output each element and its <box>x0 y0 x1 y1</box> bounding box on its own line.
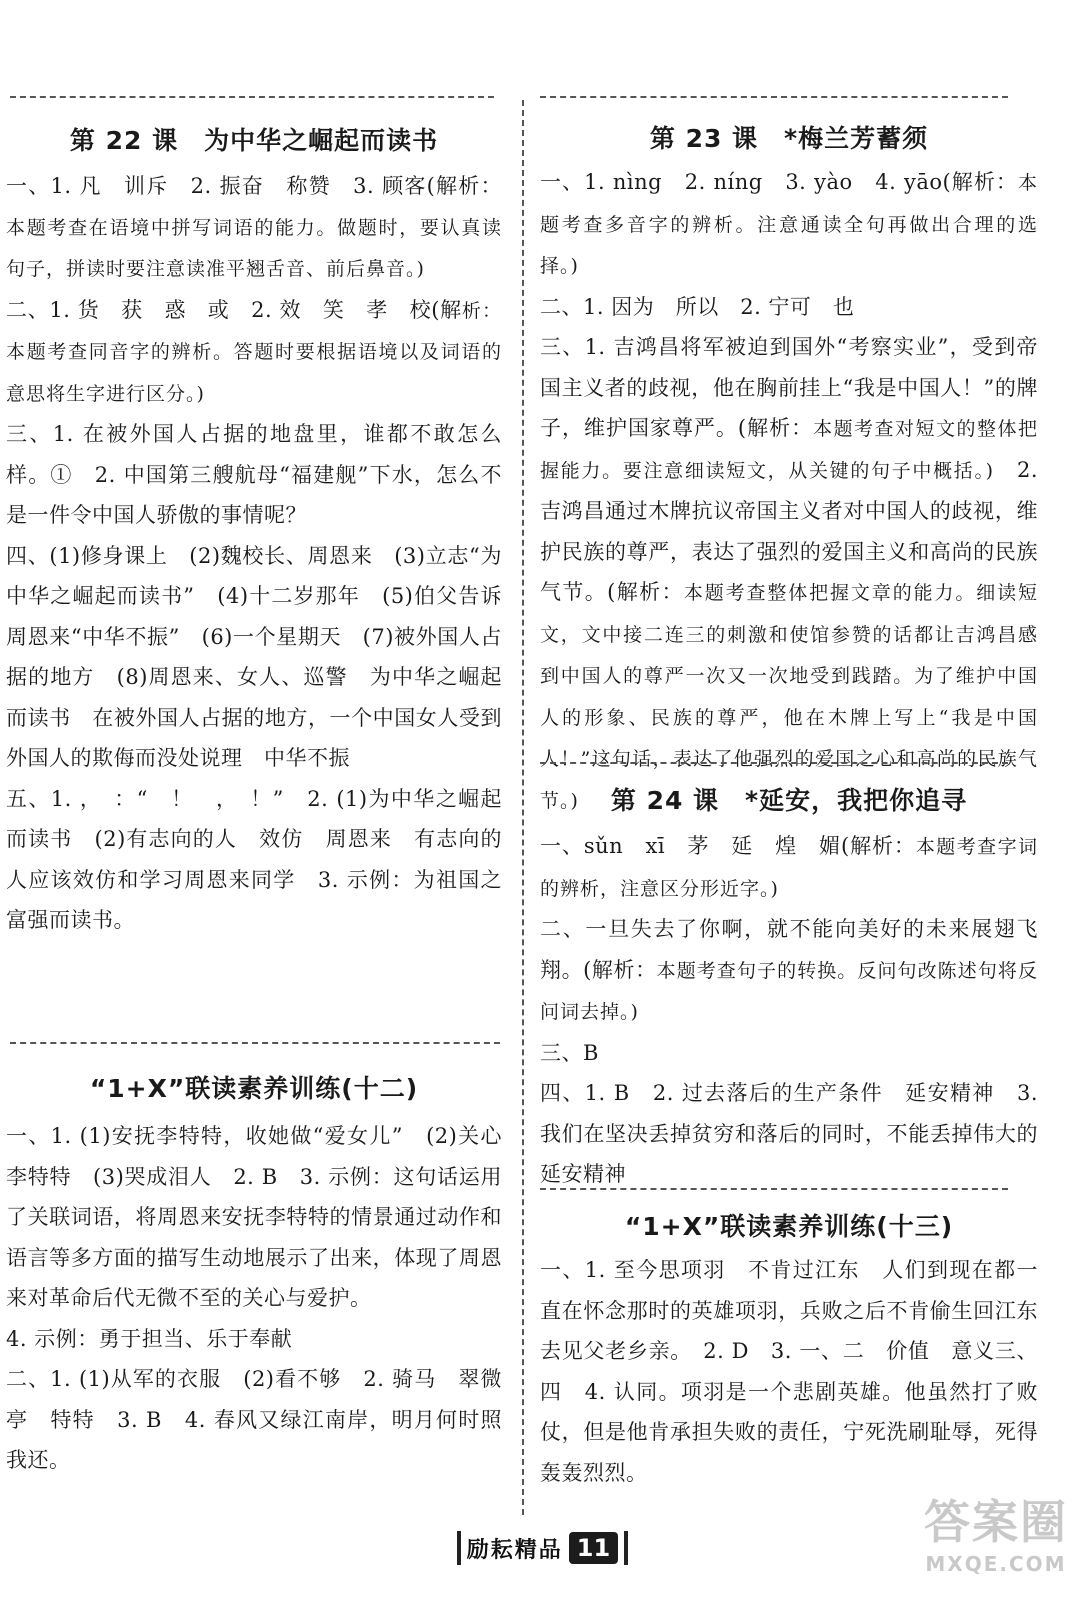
training-12-q2: 二、1. (1)从军的衣服 (2)看不够 2. 骑马 翠微亭 特特 3. B 4. 春风又绿江南岸，明月何时照我还。 <box>6 1367 502 1472</box>
lesson-22-content <box>6 166 502 941</box>
footer-bar-left <box>457 1531 461 1565</box>
right-mid-dash-2 <box>540 1188 1008 1190</box>
lesson-22-q1: 一、1. 凡 训斥 2. 振奋 称赞 3. 顾客(解析：本题考查在语境中拼写词语的能力。做题时，要认真读句子，拼读时要注意读准平翘舌音、前后鼻音。) <box>6 174 502 280</box>
training-12-title: “1+X”联读素养训练(十二) <box>89 1074 419 1103</box>
lesson-23-q3: 三、1. 吉鸿昌将军被迫到国外“考察实业”，受到帝国主义者的歧视，他在胸前挂上“我是中国人！”的牌子，维护国家尊严。(解析：本题考查对短文的整体把握能力。要注意细读短文，从关键的句子中概括。) 2. 吉鸿昌通过木牌抗议帝国主义者对中国人的歧视，维护民族的尊严，表达了强烈的爱国主义和高尚的民族气节。(解析：本题考查整体把握文章的能力。细读短文，文中接二连三的刺激和使馆参赞的话都让吉鸿昌感到中国人的尊严一次又一次地受到践踏。为了维护中国人的形象、民族的尊严，他在木牌上写上“我是中国人！”这句话，表达了他强烈的爱国之心和高尚的民族气节。) <box>540 335 1038 812</box>
lesson-23-q2: 二、1. 因为 所以 2. 宁可 也 <box>540 294 855 319</box>
watermark <box>921 1494 1071 1590</box>
training-13-content <box>540 1250 1038 1493</box>
lesson-23-q1: 一、1. nìng 2. níng 3. yào 4. yāo(解析：本题考查多音字的辨析。注意通读全句再做出合理的选择。) <box>540 170 1038 277</box>
lesson-24-title: 第 24 课 *延安，我把你追寻 <box>610 786 968 815</box>
lesson-23-title: 第 23 课 *梅兰芳蓄须 <box>649 124 929 153</box>
lesson-23-content <box>540 162 1038 821</box>
column-divider <box>522 100 524 1515</box>
lesson-24-q4: 四、1. B 2. 过去落后的生产条件 延安精神 3. 我们在坚决丢掉贫穷和落后的同时，不能丢掉伟大的延安精神 <box>540 1081 1038 1186</box>
watermark-url: MXQE.COM <box>925 1552 1067 1576</box>
training-12-q1-4: 4. 示例：勇于担当、乐于奉献 <box>6 1326 293 1351</box>
lesson-24-q1: 一、sǔn xī 茅 延 煌 媚(解析：本题考查字词的辨析，注意区分形近字。) <box>540 834 1038 900</box>
lesson-22-q3: 三、1. 在被外国人占据的地盘里，谁都不敢怎么样。① 2. 中国第三艘航母“福建舰”下水，怎么不是一件令中国人骄傲的事情呢？ <box>6 422 502 527</box>
training-13-title: “1+X”联读素养训练(十三) <box>624 1212 954 1241</box>
watermark-logo: 答案圈 <box>924 1495 1068 1549</box>
footer-brand: 励耘精品 <box>466 1537 563 1563</box>
lesson-24-q2: 二、一旦失去了你啊，就不能向美好的未来展翅飞翔。(解析：本题考查句子的转换。反问句改陈述句将反问词去掉。) <box>540 917 1038 1023</box>
page-number: 11 <box>569 1532 618 1564</box>
lesson-24-q3: 三、B <box>540 1040 599 1065</box>
lesson-22-q2: 二、1. 货 获 惑 或 2. 效 笑 孝 校(解析：本题考查同音字的辨析。答题时要根据语境以及词语的意思将生字进行区分。) <box>6 297 502 405</box>
lesson-22-title: 第 22 课 为中华之崛起而读书 <box>69 126 439 155</box>
training-12-q1: 一、1. (1)安抚李特特，收她做“爱女儿” (2)关心李特特 (3)哭成泪人 2. B 3. 示例：这句话运用了关联词语，将周恩来安抚李特特的情景通过动作和语言等多方面的描写生动地展示了出来，体现了周恩来对革命后代无微不至的关心与爱护。 <box>6 1124 502 1310</box>
training-12-content <box>6 1116 502 1481</box>
top-dash-left <box>10 96 494 98</box>
top-dash-right <box>540 96 1008 98</box>
training-13-q1: 一、1. 至今思项羽 不肯过江东 人们到现在都一直在怀念那时的英雄项羽，兵败之后不肯偷生回江东去见父老乡亲。 2. D 3. 一、二 价值 意义三、四 4. 认同。项羽是一个悲剧英雄。他虽然打了败仗，但是他肯承担失败的责任，宁死洗刷耻辱，死得轰轰烈烈。 <box>540 1258 1038 1485</box>
lesson-24-content <box>540 826 1038 1195</box>
lesson-22-q5: 五、1. ， ：“ ！ ， ！” 2. (1)为中华之崛起而读书 (2)有志向的人 效仿 周恩来 有志向的人应该效仿和学习周恩来同学 3. 示例：为祖国之富强而读书。 <box>6 786 502 932</box>
footer-bar-right <box>624 1531 628 1565</box>
lesson-22-q4: 四、(1)修身课上 (2)魏校长、周恩来 (3)立志“为中华之崛起而读书” (4)十二岁那年 (5)伯父告诉周恩来“中华不振” (6)一个星期天 (7)被外国人占据的地方 (8)周恩来、女人、巡警 为中华之崛起而读书 在被外国人占据的地方，一个中国女人受到外国人的欺侮而没处说理 中华不振 <box>6 543 502 770</box>
right-mid-dash-1 <box>540 762 1008 764</box>
left-mid-dash <box>10 1042 500 1044</box>
